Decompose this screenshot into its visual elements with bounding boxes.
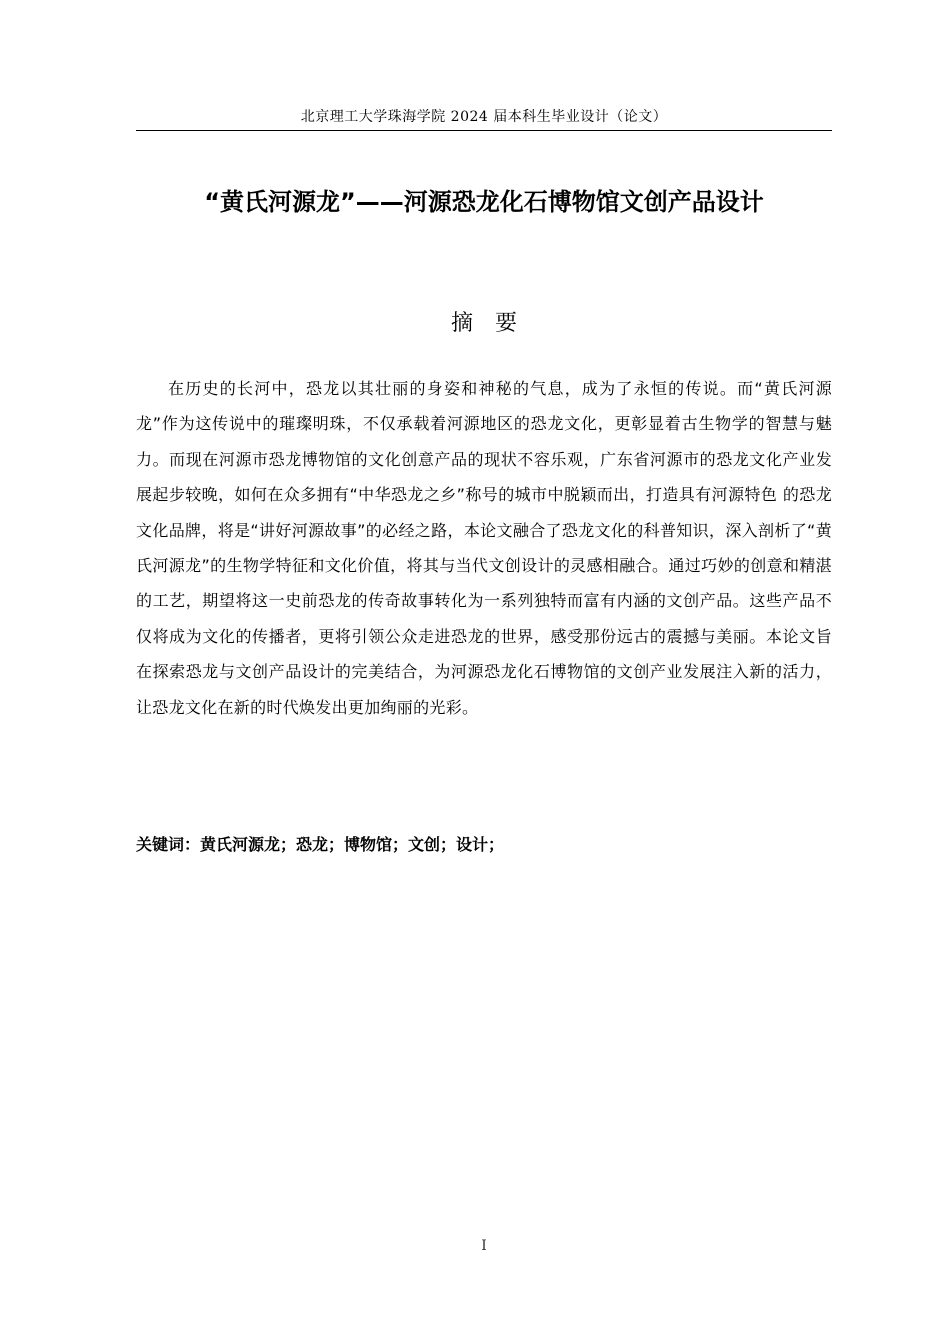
abstract-heading: 摘要	[450, 311, 539, 336]
keywords-line: 关键词：黄氏河源龙；恐龙；博物馆；文创；设计；	[136, 835, 505, 854]
page-number: I	[481, 1238, 487, 1254]
document-title: “黄氏河源龙”——河源恐龙化石博物馆文创产品设计	[204, 188, 764, 216]
header-divider	[136, 130, 832, 131]
running-header: 北京理工大学珠海学院 2024 届本科生毕业设计（论文）	[300, 109, 668, 125]
abstract-body: 在历史的长河中，恐龙以其壮丽的身姿和神秘的气息，成为了永恒的传说。而“黄氏河源龙”作为这传说中的璀璨明珠，不仅承载着河源地区的恐龙文化，更彰显着古生物学的智慧与魅力。而现在河源市恐龙博物馆的文化创意产品的现状不容乐观，广东省河源市的恐龙文化产业发展起步较晚，如何在众多拥有“中华恐龙之乡”称号的城市中脱颖而出，打造具有河源特色 的恐龙文化品牌，将是“讲好河源故事”的必经之路，本论文融合了恐龙文化的科普知识，深入剖析了“黄氏河源龙”的生物学特征和文化价值，将其与当代文创设计的灵感相融合。通过巧妙的创意和精湛的工艺，期望将这一史前恐龙的传奇故事转化为一系列独特而富有内涵的文创产品。这些产品不仅将成为文化的传播者，更将引领公众走进恐龙的世界，感受那份远古的震撼与美丽。本论文旨在探索恐龙与文创产品设计的完美结合，为河源恐龙化石博物馆的文创产业发展注入新的活力，让恐龙文化在新的时代焕发出更加绚丽的光彩。	[136, 379, 832, 717]
